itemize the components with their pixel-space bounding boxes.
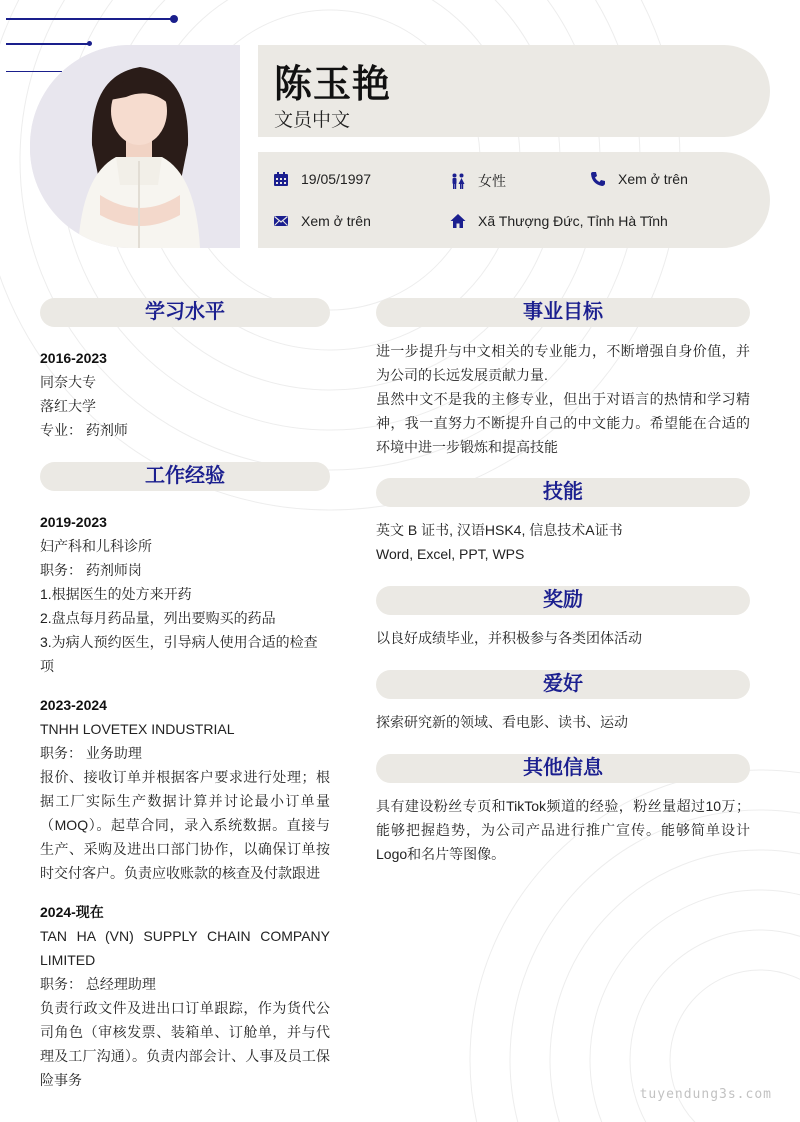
hobbies-section [376,710,750,734]
job-1-detail-2: 2.盘点每月药品量，列出要购买的药品 [40,610,276,626]
email-item [273,213,371,229]
email-icon [273,213,289,229]
email-text: Xem ở trên [301,213,371,229]
job-1-company: 妇产科和儿科诊所 [40,538,152,554]
objective-section [376,339,750,459]
job-1-detail-3: 3.为病人预约医生，引导病人使用合适的检查项 [40,634,318,674]
hobbies-text: 探索研究新的领域、看电影、读书、运动 [376,714,628,730]
job-3-period: 2024-现在 [40,904,104,920]
objective-heading: 事业目标 [376,298,750,327]
education-period: 2016-2023 [40,350,107,366]
birthday-text: 19/05/1997 [301,171,372,187]
skills-line-2: Word, Excel, PPT, WPS [376,546,525,562]
objective-paragraph-2: 虽然中文不是我的主修专业，但出于对语言的热情和学习精神，我一直努力不断提升自己的中文能力。希望能在合适的环境中进一步锻炼和提高技能 [376,391,750,455]
education-school-2: 落红大学 [40,398,96,414]
job-2-period: 2023-2024 [40,697,107,713]
profile-photo [30,45,240,248]
job-1-position: 职务： 药剂师岗 [40,562,142,578]
other-info-section [376,794,750,866]
contact-info-card [258,152,770,248]
job-1-period: 2019-2023 [40,514,107,530]
job-3-company: TAN HA (VN) SUPPLY CHAIN COMPANY LIMITED [40,928,330,968]
decor-line-3 [6,71,62,72]
job-2-detail-1: 报价、接收订单并根据客户要求进行处理；根据工厂实际生产数据计算并讨论最小订单量（MOQ）。起草合同，录入系统数据。直接与生产、采购及进出口部门协作，以确保订单按时交付客户。负责应收账款的核查及付款跟进 [40,769,330,881]
education-school-1: 同奈大专 [40,374,96,390]
birthday-item [273,171,371,187]
job-2-position: 职务： 业务助理 [40,745,142,761]
job-1-detail-1: 1.根据医生的处方来开药 [40,586,192,602]
education-major: 专业： 药剂师 [40,422,128,438]
skills-section [376,518,750,566]
education-heading: 学习水平 [40,298,330,327]
gender-item [450,171,506,191]
other-info-heading: 其他信息 [376,754,750,783]
address-item [450,213,668,229]
candidate-name: 陈玉艳 [274,64,392,106]
watermark: tuyendung3s.com [639,1087,772,1102]
skills-line-1: 英文 B 证书, 汉语HSK4, 信息技术A证书 [376,522,623,538]
awards-section [376,626,750,650]
decor-line-2 [6,43,90,45]
objective-paragraph-1: 进一步提升与中文相关的专业能力，不断增强自身价值，并为公司的长远发展贡献力量. [376,343,750,383]
phone-icon [590,171,606,187]
name-card [258,45,770,137]
education-section [40,346,330,442]
phone-text: Xem ở trên [618,171,688,187]
job-3-detail-1: 负责行政文件及进出口订单跟踪，作为货代公司角色（审核发票、装箱单、订舱单，并与代理及工厂沟通）。负责内部会计、人事及员工保险事务 [40,1000,330,1088]
home-icon [450,213,466,229]
job-3-position: 职务： 总经理助理 [40,976,156,992]
job-title: 文员中文 [274,110,351,131]
skills-heading: 技能 [376,478,750,507]
address-text: Xã Thượng Đức, Tỉnh Hà Tĩnh [478,213,668,229]
hobbies-heading: 爱好 [376,670,750,699]
job-2-company: TNHH LOVETEX INDUSTRIAL [40,721,235,737]
awards-heading: 奖励 [376,586,750,615]
phone-item [590,171,688,187]
work-heading: 工作经验 [40,462,330,491]
decor-line-1 [6,18,174,20]
other-info-text: 具有建设粉丝专页和TikTok频道的经验，粉丝量超过10万；能够把握趋势，为公司产品进行推广宣传。能够简单设计Logo和名片等图像。 [376,798,750,862]
awards-text: 以良好成绩毕业，并积极参与各类团体活动 [376,630,642,646]
gender-icon [450,173,466,189]
work-section [40,510,330,1092]
gender-text: 女性 [478,173,506,189]
calendar-icon [273,171,289,187]
